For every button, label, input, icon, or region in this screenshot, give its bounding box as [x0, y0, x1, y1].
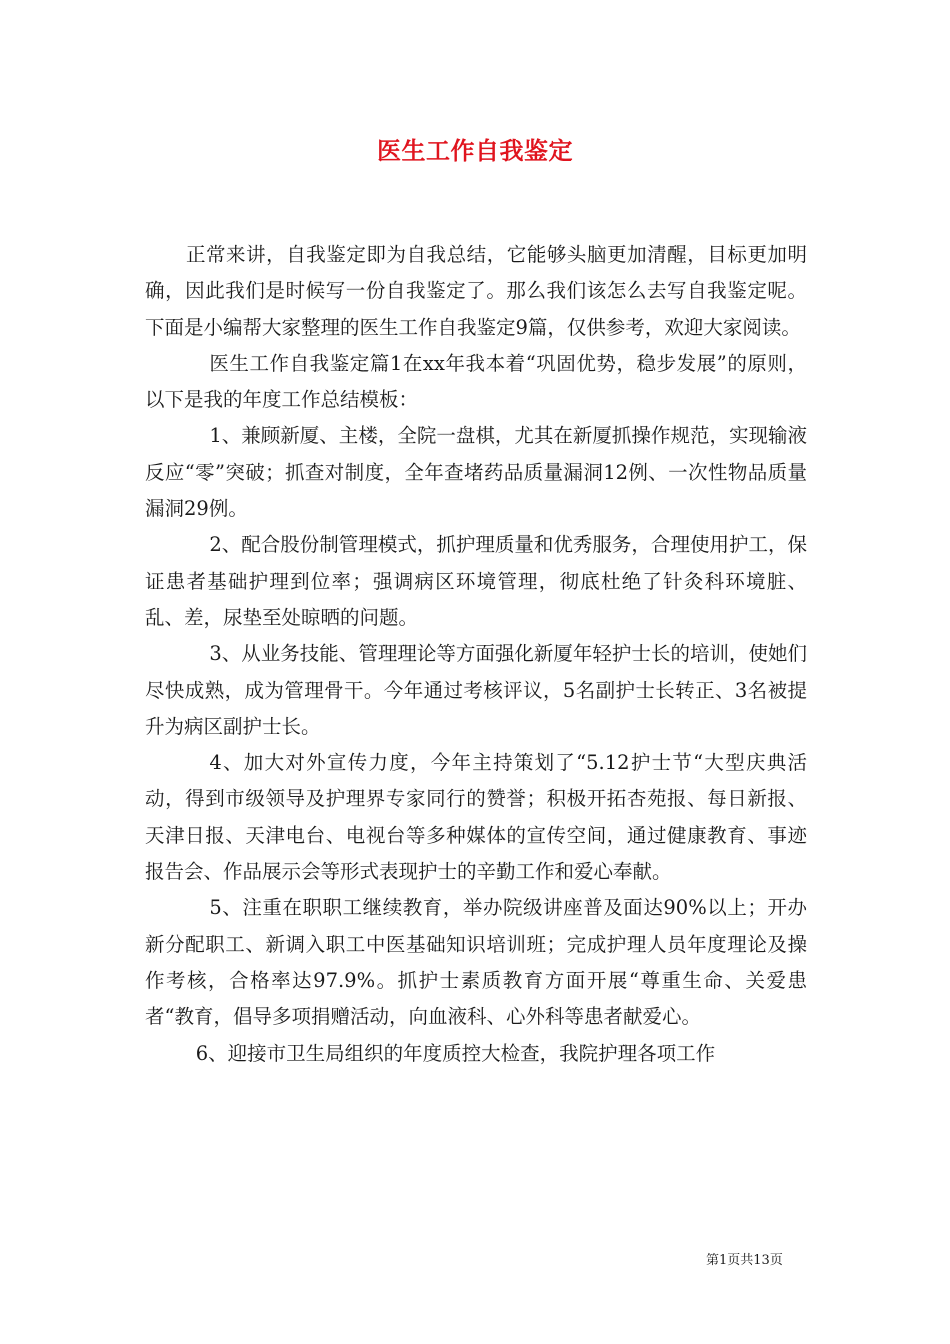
- page-title: 医生工作自我鉴定: [377, 136, 573, 165]
- paragraph-item-4: 4、加大对外宣传力度，今年主持策划了“5.12护士节“大型庆典活动，得到市级领导及护理界专家同行的赞誉；积极开拓杏苑报、每日新报、天津日报、天津电台、电视台等多种媒体的宣传空间，通过健康教育、事迹报告会、作品展示会等形式表现护士的辛勤工作和爱心奉献。: [145, 751, 807, 884]
- paragraph-item-5: 5、注重在职职工继续教育，举办院级讲座普及面达90%以上；开办新分配职工、新调入职工中医基础知识培训班；完成护理人员年度理论及操作考核，合格率达97.9%。抓护士素质教育方面开展“尊重生命、关爱患者“教育，倡导多项捐赠活动，向血液科、心外科等患者献爱心。: [145, 896, 807, 1029]
- paragraph-item-1: 1、兼顾新厦、主楼，全院一盘棋，尤其在新厦抓操作规范，实现输液反应“零”突破；抓查对制度，全年查堵药品质量漏洞12例、一次性物品质量漏洞29例。: [145, 424, 807, 521]
- document-body: [145, 237, 807, 1072]
- paragraph-item-2: 2、配合股份制管理模式，抓护理质量和优秀服务，合理使用护工，保证患者基础护理到位率；强调病区环境管理，彻底杜绝了针灸科环境脏、乱、差，尿垫至处晾晒的问题。: [145, 533, 807, 629]
- paragraph-intro: 正常来讲，自我鉴定即为自我总结，它能够头脑更加清醒，目标更加明确，因此我们是时候写一份自我鉴定了。那么我们该怎么去写自我鉴定呢。下面是小编帮大家整理的医生工作自我鉴定9篇，仅供参考，欢迎大家阅读。: [145, 243, 807, 339]
- paragraph-item-3: 3、从业务技能、管理理论等方面强化新厦年轻护士长的培训，使她们尽快成熟，成为管理骨干。今年通过考核评议，5名副护士长转正、3名被提升为病区副护士长。: [145, 642, 807, 738]
- paragraph-section-1-heading: 医生工作自我鉴定篇1在xx年我本着“巩固优势，稳步发展”的原则，以下是我的年度工作总结模板：: [145, 351, 807, 412]
- paragraph-item-6: 6、迎接市卫生局组织的年度质控大检查，我院护理各项工作: [195, 1041, 716, 1065]
- page-number-footer: 第1页共13页: [706, 1253, 783, 1268]
